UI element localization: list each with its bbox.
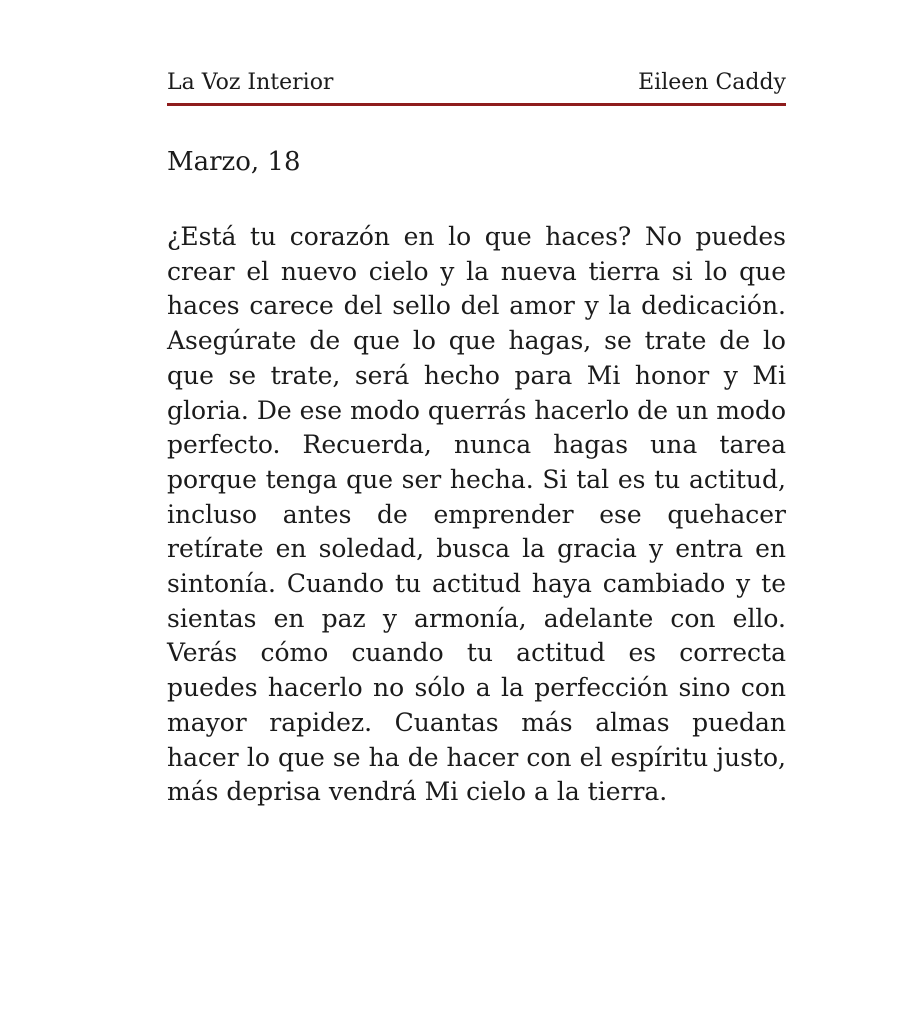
entry-body-paragraph: ¿Está tu corazón en lo que haces? No puedes crear el nuevo cielo y la nueva tierra si lo que haces carece del sello del amor y la dedicación. Asegúrate de que lo que hagas, se trate de lo que se trate, será hecho para Mi honor y Mi gloria. De ese modo querrás hacerlo de un modo perfecto. Recuerda, nunca hagas una tarea porque tenga que ser hecha. Si tal es tu actitud, incluso antes de emprender ese quehacer retírate en soledad, busca la gracia y entra en sintonía. Cuando tu actitud haya cambiado y te sientas en paz y armonía, adelante con ello. Verás cómo cuando tu actitud es correcta puedes hacerlo no sólo a la perfección sino con mayor rapidez. Cuantas más almas puedan hacer lo que se ha de hacer con el espíritu justo, más deprisa vendrá Mi cielo a la tierra.: [167, 222, 786, 807]
book-title: La Voz Interior: [167, 70, 334, 95]
running-header: [167, 70, 786, 106]
author-name: Eileen Caddy: [638, 70, 786, 95]
date-heading: Marzo, 18: [167, 147, 301, 177]
